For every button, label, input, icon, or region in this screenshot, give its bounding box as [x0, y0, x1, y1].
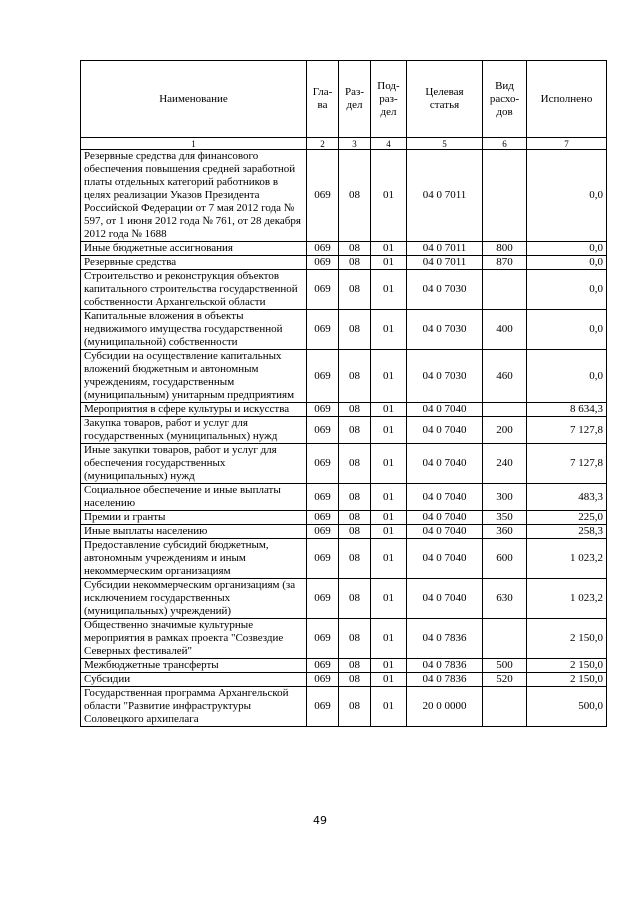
cell-podrazdel: 01 [371, 417, 407, 444]
cell-glava: 069 [307, 403, 339, 417]
cell-glava: 069 [307, 444, 339, 484]
cell-ispolneno: 0,0 [527, 350, 607, 403]
table-row [81, 673, 607, 687]
cell-glava: 069 [307, 687, 339, 727]
cell-razdel: 08 [339, 256, 371, 270]
cell-name: Резервные средства для финансового обеспечения повышения средней заработной платы отдельных категорий работников в целях реализации Указов Президента Российской Федерации от 7 мая 2012 года № 597, от 1 июня 2012 года № 761, от 28 декабря 2012 года № 1688 [81, 150, 307, 242]
cell-name: Закупка товаров, работ и услуг для государственных (муниципальных) нужд [81, 417, 307, 444]
cell-ispolneno: 2 150,0 [527, 659, 607, 673]
table-row [81, 539, 607, 579]
cell-statya: 04 0 7030 [407, 310, 483, 350]
cell-razdel: 08 [339, 242, 371, 256]
header-row [81, 61, 607, 138]
cell-glava: 069 [307, 619, 339, 659]
header-razdel: Раз- дел [339, 61, 371, 138]
header-glava: Гла- ва [307, 61, 339, 138]
cell-vid [483, 619, 527, 659]
column-number: 3 [339, 138, 371, 150]
cell-name: Резервные средства [81, 256, 307, 270]
cell-statya: 04 0 7040 [407, 579, 483, 619]
cell-ispolneno: 7 127,8 [527, 417, 607, 444]
cell-razdel: 08 [339, 150, 371, 242]
cell-glava: 069 [307, 484, 339, 511]
cell-glava: 069 [307, 242, 339, 256]
cell-ispolneno: 0,0 [527, 310, 607, 350]
table-row [81, 256, 607, 270]
cell-vid: 520 [483, 673, 527, 687]
cell-podrazdel: 01 [371, 539, 407, 579]
cell-ispolneno: 1 023,2 [527, 539, 607, 579]
cell-statya: 04 0 7040 [407, 484, 483, 511]
cell-vid: 350 [483, 511, 527, 525]
cell-glava: 069 [307, 256, 339, 270]
cell-glava: 069 [307, 659, 339, 673]
cell-podrazdel: 01 [371, 673, 407, 687]
cell-name: Субсидии некоммерческим организациям (за исключением государственных (муниципальных) учреждений) [81, 579, 307, 619]
table-row [81, 310, 607, 350]
cell-podrazdel: 01 [371, 270, 407, 310]
cell-name: Иные бюджетные ассигнования [81, 242, 307, 256]
column-number: 2 [307, 138, 339, 150]
cell-razdel: 08 [339, 444, 371, 484]
column-number: 4 [371, 138, 407, 150]
cell-statya: 04 0 7836 [407, 619, 483, 659]
cell-razdel: 08 [339, 579, 371, 619]
cell-statya: 04 0 7040 [407, 511, 483, 525]
cell-statya: 20 0 0000 [407, 687, 483, 727]
cell-ispolneno: 258,3 [527, 525, 607, 539]
table-row [81, 511, 607, 525]
cell-name: Государственная программа Архангельской области "Развитие инфраструктуры Соловецкого архипелага [81, 687, 307, 727]
cell-statya: 04 0 7011 [407, 256, 483, 270]
cell-name: Капитальные вложения в объекты недвижимого имущества государственной (муниципальной) собственности [81, 310, 307, 350]
header-podrazdel: Под- раз- дел [371, 61, 407, 138]
cell-podrazdel: 01 [371, 687, 407, 727]
column-number: 5 [407, 138, 483, 150]
cell-statya: 04 0 7836 [407, 673, 483, 687]
cell-statya: 04 0 7040 [407, 403, 483, 417]
cell-podrazdel: 01 [371, 310, 407, 350]
cell-podrazdel: 01 [371, 579, 407, 619]
cell-statya: 04 0 7030 [407, 350, 483, 403]
cell-statya: 04 0 7040 [407, 444, 483, 484]
cell-vid: 240 [483, 444, 527, 484]
cell-statya: 04 0 7040 [407, 539, 483, 579]
cell-ispolneno: 0,0 [527, 270, 607, 310]
table-row [81, 403, 607, 417]
cell-podrazdel: 01 [371, 150, 407, 242]
cell-razdel: 08 [339, 484, 371, 511]
cell-vid: 630 [483, 579, 527, 619]
table-row [81, 619, 607, 659]
cell-statya: 04 0 7040 [407, 525, 483, 539]
cell-ispolneno: 0,0 [527, 256, 607, 270]
cell-razdel: 08 [339, 659, 371, 673]
cell-razdel: 08 [339, 539, 371, 579]
cell-statya: 04 0 7836 [407, 659, 483, 673]
cell-name: Субсидии на осуществление капитальных вложений бюджетным и автономным учреждениям, государственным (муниципальным) унитарным предприятиям [81, 350, 307, 403]
cell-glava: 069 [307, 350, 339, 403]
cell-razdel: 08 [339, 687, 371, 727]
cell-podrazdel: 01 [371, 256, 407, 270]
cell-razdel: 08 [339, 310, 371, 350]
cell-name: Межбюджетные трансферты [81, 659, 307, 673]
cell-glava: 069 [307, 579, 339, 619]
cell-vid: 870 [483, 256, 527, 270]
cell-podrazdel: 01 [371, 403, 407, 417]
table-body [81, 150, 607, 727]
table-row [81, 525, 607, 539]
cell-vid [483, 403, 527, 417]
cell-name: Иные выплаты населению [81, 525, 307, 539]
cell-podrazdel: 01 [371, 350, 407, 403]
cell-vid [483, 150, 527, 242]
cell-glava: 069 [307, 525, 339, 539]
cell-glava: 069 [307, 511, 339, 525]
cell-razdel: 08 [339, 403, 371, 417]
table-row [81, 150, 607, 242]
cell-ispolneno: 0,0 [527, 242, 607, 256]
cell-vid: 800 [483, 242, 527, 256]
cell-ispolneno: 8 634,3 [527, 403, 607, 417]
cell-ispolneno: 483,3 [527, 484, 607, 511]
cell-razdel: 08 [339, 270, 371, 310]
table-row [81, 444, 607, 484]
cell-razdel: 08 [339, 417, 371, 444]
cell-vid [483, 270, 527, 310]
cell-podrazdel: 01 [371, 444, 407, 484]
cell-podrazdel: 01 [371, 619, 407, 659]
column-number: 1 [81, 138, 307, 150]
cell-ispolneno: 2 150,0 [527, 673, 607, 687]
cell-name: Общественно значимые культурные мероприятия в рамках проекта "Созвездие Северных фестивалей" [81, 619, 307, 659]
cell-glava: 069 [307, 310, 339, 350]
cell-vid: 500 [483, 659, 527, 673]
cell-ispolneno: 0,0 [527, 150, 607, 242]
cell-statya: 04 0 7040 [407, 417, 483, 444]
header-ispolneno: Исполнено [527, 61, 607, 138]
table-row [81, 659, 607, 673]
cell-podrazdel: 01 [371, 242, 407, 256]
table-row [81, 242, 607, 256]
cell-vid: 400 [483, 310, 527, 350]
cell-ispolneno: 1 023,2 [527, 579, 607, 619]
page-number: 49 [313, 814, 327, 827]
cell-statya: 04 0 7011 [407, 150, 483, 242]
cell-name: Иные закупки товаров, работ и услуг для обеспечения государственных (муниципальных) нужд [81, 444, 307, 484]
cell-podrazdel: 01 [371, 659, 407, 673]
column-number: 6 [483, 138, 527, 150]
cell-statya: 04 0 7011 [407, 242, 483, 256]
cell-glava: 069 [307, 270, 339, 310]
header-name: Наименование [81, 61, 307, 138]
cell-vid: 360 [483, 525, 527, 539]
cell-vid: 460 [483, 350, 527, 403]
budget-table [80, 60, 607, 727]
column-number: 7 [527, 138, 607, 150]
cell-vid [483, 687, 527, 727]
cell-ispolneno: 2 150,0 [527, 619, 607, 659]
cell-name: Строительство и реконструкция объектов капитального строительства государственной собственности Архангельской области [81, 270, 307, 310]
cell-podrazdel: 01 [371, 525, 407, 539]
table-row [81, 687, 607, 727]
table-row [81, 270, 607, 310]
header-statya: Целевая статья [407, 61, 483, 138]
cell-razdel: 08 [339, 511, 371, 525]
cell-ispolneno: 7 127,8 [527, 444, 607, 484]
table-row [81, 484, 607, 511]
header-vid: Вид расхо- дов [483, 61, 527, 138]
cell-podrazdel: 01 [371, 511, 407, 525]
table-row [81, 579, 607, 619]
cell-name: Премии и гранты [81, 511, 307, 525]
cell-glava: 069 [307, 539, 339, 579]
cell-razdel: 08 [339, 619, 371, 659]
cell-name: Мероприятия в сфере культуры и искусства [81, 403, 307, 417]
cell-name: Социальное обеспечение и иные выплаты населению [81, 484, 307, 511]
cell-name: Предоставление субсидий бюджетным, автономным учреждениям и иным некоммерческим организациям [81, 539, 307, 579]
cell-podrazdel: 01 [371, 484, 407, 511]
cell-vid: 200 [483, 417, 527, 444]
cell-glava: 069 [307, 673, 339, 687]
cell-vid: 600 [483, 539, 527, 579]
cell-glava: 069 [307, 150, 339, 242]
cell-statya: 04 0 7030 [407, 270, 483, 310]
cell-glava: 069 [307, 417, 339, 444]
table-row [81, 417, 607, 444]
cell-name: Субсидии [81, 673, 307, 687]
column-number-row [81, 138, 607, 150]
cell-razdel: 08 [339, 525, 371, 539]
cell-ispolneno: 500,0 [527, 687, 607, 727]
cell-razdel: 08 [339, 350, 371, 403]
cell-ispolneno: 225,0 [527, 511, 607, 525]
cell-razdel: 08 [339, 673, 371, 687]
table-row [81, 350, 607, 403]
cell-vid: 300 [483, 484, 527, 511]
